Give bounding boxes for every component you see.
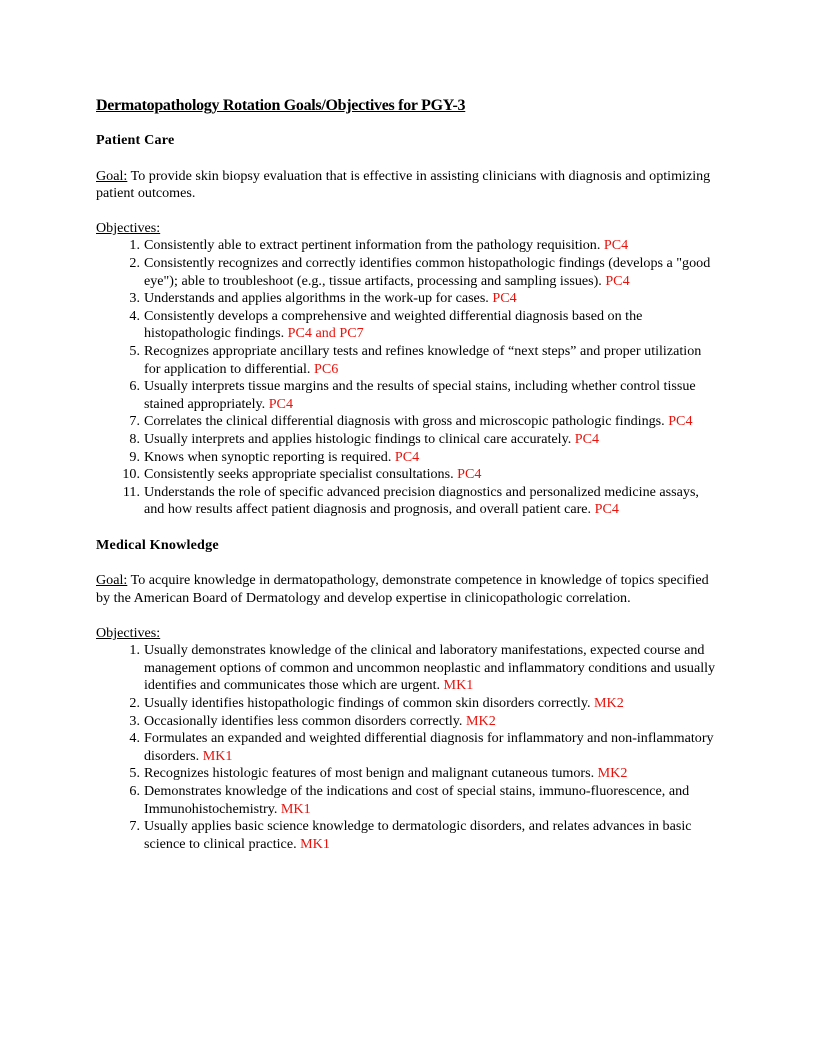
objective-number: 4. (129, 307, 140, 324)
objective-item (96, 378, 720, 413)
objective-item (96, 290, 720, 308)
competency-reference: PC4 and PC7 (287, 325, 364, 342)
objective-number: 6. (129, 783, 140, 799)
competency-reference: PC4 (603, 237, 629, 254)
objective-text: Usually identifies histopathologic findings of common skin disorders correctly. (144, 695, 595, 712)
objective-item (96, 713, 720, 731)
objectives-label: Objectives: (96, 624, 161, 641)
section-medical-knowledge (96, 537, 720, 854)
goal-text: To acquire knowledge in dermatopathology, demonstrate competence in knowledge of topics specified by the American Board of Dermatology and develop expertise in clinicopathologic correlation. (96, 572, 709, 607)
objective-text: Consistently able to extract pertinent information from the pathology requisition. (144, 237, 604, 254)
competency-reference: PC4 (594, 501, 619, 518)
objective-number: 3. (129, 290, 140, 307)
objective-item (96, 818, 720, 853)
objective-item (96, 466, 720, 484)
competency-reference: PC4 (457, 466, 482, 483)
objective-item (96, 783, 720, 818)
objectives-list (96, 237, 720, 519)
objective-text: Formulates an expanded and weighted differential diagnosis for inflammatory and non-inflammatory disorders. (144, 730, 714, 764)
goal-paragraph (96, 572, 720, 607)
objective-text: Recognizes histologic features of most benign and malignant cutaneous tumors. (144, 765, 598, 782)
competency-reference: MK1 (443, 677, 474, 694)
objective-number: 2. (129, 695, 140, 712)
objective-number: 9. (129, 448, 140, 465)
competency-reference: PC4 (492, 290, 517, 307)
objective-number: 5. (129, 765, 140, 782)
objective-text: Usually interprets and applies histologic findings to clinical care accurately. (144, 430, 575, 447)
objective-text: Correlates the clinical differential diagnosis with gross and microscopic pathologic findings. (144, 413, 669, 430)
competency-reference: MK1 (202, 747, 233, 764)
objectives-list (96, 642, 720, 853)
objective-number: 6. (129, 378, 140, 395)
objective-item (96, 431, 720, 449)
competency-reference: MK2 (465, 712, 496, 729)
objective-text: Consistently seeks appropriate specialist consultations. (144, 466, 458, 483)
goal-label: Goal: (96, 572, 128, 589)
objective-number: 7. (129, 413, 140, 430)
objective-text: Knows when synoptic reporting is required. (144, 448, 395, 465)
objective-text: Consistently develops a comprehensive and weighted differential diagnosis based on the histopathologic findings. (144, 307, 643, 342)
objective-item (96, 695, 720, 713)
objective-item (96, 255, 720, 290)
objective-number: 3. (129, 712, 140, 729)
objective-text: Understands the role of specific advanced precision diagnostics and personalized medicine assays, and how results affect patient diagnosis and prognosis, and overall patient care. (144, 483, 699, 518)
objective-number: 2. (129, 254, 140, 271)
competency-reference: PC4 (574, 430, 600, 447)
section-patient-care (96, 132, 720, 519)
objective-item (96, 237, 720, 255)
goal-text: To provide skin biopsy evaluation that is effective in assisting clinicians with diagnosis and optimizing patient outcomes. (96, 167, 711, 202)
objective-number: 7. (129, 818, 140, 835)
section-heading: Medical Knowledge (96, 536, 219, 553)
objective-text: Recognizes appropriate ancillary tests and refines knowledge of “next steps” and proper utilization for application to differential. (144, 342, 702, 377)
objective-text: Usually applies basic science knowledge to dermatologic disorders, and relates advances in basic science to clinical practice. (144, 818, 692, 852)
objective-item (96, 308, 720, 343)
competency-reference: PC4 (668, 413, 693, 430)
competency-reference: MK1 (300, 835, 330, 852)
objective-text: Consistently recognizes and correctly identifies common histopathologic findings (develops a "good eye"); able to troubleshoot (e.g., tissue artifacts, processing and sampling issues). (144, 254, 711, 289)
objective-number: 4. (129, 730, 140, 747)
objective-item (96, 730, 720, 765)
objective-number: 8. (129, 430, 140, 447)
objective-text: Usually interprets tissue margins and the results of special stains, including whether control tissue stained appropriately. (144, 378, 696, 412)
goal-paragraph (96, 168, 720, 203)
objective-number: 5. (129, 342, 140, 359)
competency-reference: MK2 (597, 765, 628, 782)
objective-number: 11. (122, 483, 140, 500)
objectives-label: Objectives: (96, 219, 161, 236)
objective-item (96, 765, 720, 783)
objective-text: Occasionally identifies less common disorders correctly. (144, 712, 466, 729)
competency-reference: MK2 (594, 695, 624, 712)
goal-label: Goal: (96, 167, 128, 184)
objective-text: Understands and applies algorithms in the work-up for cases. (144, 290, 493, 307)
objective-number: 10. (122, 466, 140, 483)
competency-reference: PC6 (313, 360, 339, 377)
document-page (96, 96, 720, 853)
section-spacer (96, 519, 720, 537)
competency-reference: MK1 (280, 800, 311, 817)
objective-item (96, 642, 720, 695)
objective-item (96, 484, 720, 519)
objective-number: 1. (129, 237, 140, 254)
objective-item (96, 343, 720, 378)
objective-text: Demonstrates knowledge of the indications and cost of special stains, immuno-fluorescence, and Immunohistochemistry. (144, 783, 690, 817)
objective-text: Usually demonstrates knowledge of the clinical and laboratory manifestations, expected course and management options of common and uncommon neoplastic and inflammatory conditions and usually identifies and communicates those which are urgent. (144, 642, 716, 694)
document-title: Dermatopathology Rotation Goals/Objectives for PGY-3 (96, 97, 466, 114)
competency-reference: PC4 (268, 395, 294, 412)
objective-item (96, 449, 720, 467)
competency-reference: PC4 (394, 448, 420, 465)
competency-reference: PC4 (605, 272, 630, 289)
sections-container (96, 132, 720, 853)
objective-item (96, 413, 720, 431)
objective-number: 1. (129, 642, 140, 659)
section-heading: Patient Care (96, 132, 175, 148)
